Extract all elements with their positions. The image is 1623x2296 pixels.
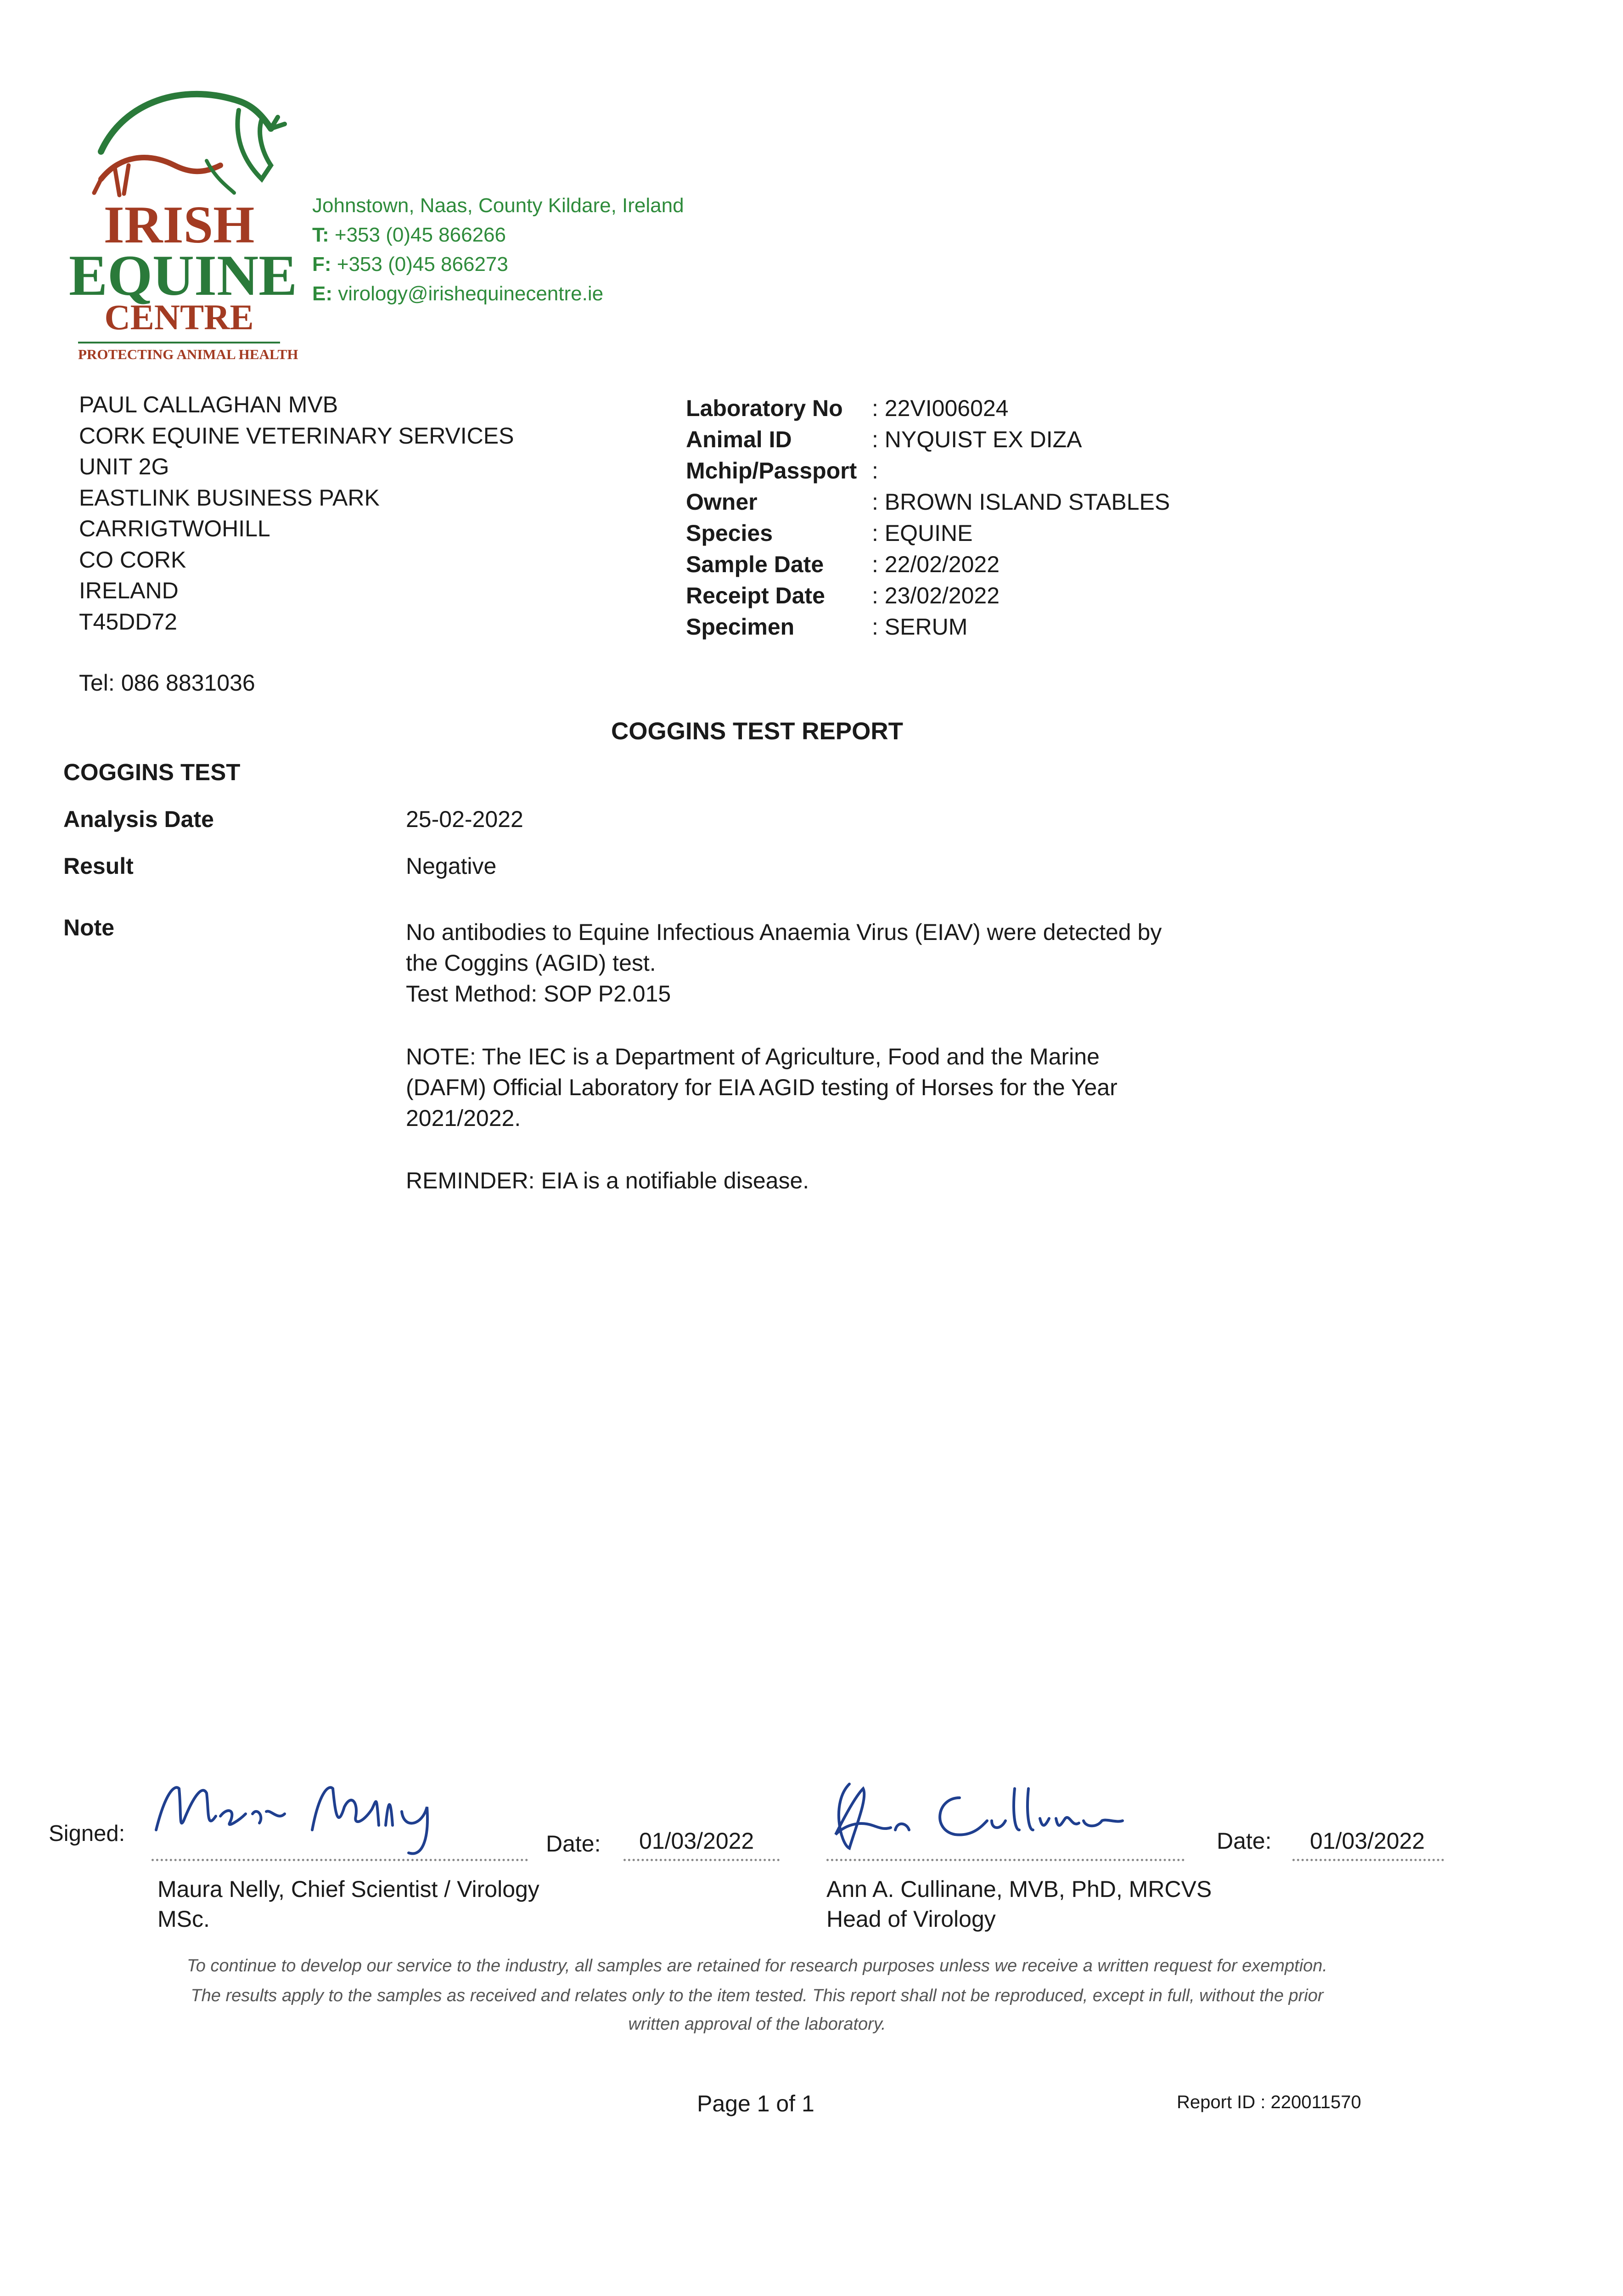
detail-label: Specimen [686, 614, 795, 640]
address-line: EASTLINK BUSINESS PARK [79, 484, 380, 511]
address-line: CO CORK [79, 546, 186, 573]
signer-1-qualification: MSc. [157, 1906, 210, 1932]
note-line: 2021/2022. [406, 1105, 521, 1131]
logo-word-irish: IRISH [103, 196, 255, 254]
detail-label: Laboratory No [686, 395, 843, 421]
date-label: Date: [546, 1831, 601, 1857]
signature-ann-cullinane [822, 1770, 1134, 1857]
signed-label: Signed: [49, 1821, 125, 1846]
detail-value: : NYQUIST EX DIZA [872, 427, 1082, 452]
detail-row-species [686, 518, 1170, 549]
page-number: Page 1 of 1 [697, 2091, 814, 2116]
detail-row-mchip-passport [686, 455, 1170, 486]
detail-value: : EQUINE [872, 520, 973, 546]
recipient-tel: Tel: 086 8831036 [79, 670, 255, 696]
signature-line [152, 1859, 528, 1861]
lab-fax: F: +353 (0)45 866273 [312, 253, 508, 276]
lab-address: Johnstown, Naas, County Kildare, Ireland [312, 194, 684, 217]
disclaimer-line: To continue to develop our service to the industry, all samples are retained for research purposes unless we receive a written request for exemption. [187, 1956, 1327, 1975]
logo-word-equine: EQUINE [69, 244, 298, 308]
detail-row-sample-date [686, 549, 1170, 580]
recipient-address [79, 389, 514, 637]
disclaimer-line: written approval of the laboratory. [628, 2015, 886, 2034]
detail-row-specimen [686, 611, 1170, 642]
signature-maura-nelly [147, 1766, 468, 1857]
address-line: PAUL CALLAGHAN MVB [79, 392, 338, 417]
detail-label: Animal ID [686, 427, 792, 452]
note-line: NOTE: The IEC is a Department of Agriculture, Food and the Marine [406, 1044, 1100, 1069]
address-line: CORK EQUINE VETERINARY SERVICES [79, 422, 514, 449]
address-line: UNIT 2G [79, 454, 169, 479]
detail-label: Receipt Date [686, 583, 825, 608]
note-line: REMINDER: EIA is a notifiable disease. [406, 1168, 809, 1193]
signer-2-title: Head of Virology [826, 1906, 996, 1932]
note-label: Note [63, 915, 115, 940]
result-value: Negative [406, 853, 497, 879]
detail-label: Owner [686, 489, 758, 515]
detail-value: : [872, 458, 878, 484]
irish-equine-centre-logo [69, 73, 298, 367]
signature-date-1: 01/03/2022 [639, 1828, 754, 1854]
detail-value: : 22/02/2022 [872, 551, 1000, 577]
address-line: CARRIGTWOHILL [79, 516, 270, 541]
detail-value: : BROWN ISLAND STABLES [872, 489, 1170, 515]
test-section-title: COGGINS TEST [63, 759, 241, 785]
detail-value: : 23/02/2022 [872, 583, 1000, 608]
detail-label: Species [686, 520, 773, 546]
analysis-date-label: Analysis Date [63, 806, 214, 832]
date-line [1292, 1859, 1444, 1861]
lab-phone: T: +353 (0)45 866266 [312, 224, 506, 246]
detail-row-receipt-date [686, 580, 1170, 611]
detail-row-animal-id [686, 424, 1170, 455]
note-line: (DAFM) Official Laboratory for EIA AGID testing of Horses for the Year [406, 1075, 1118, 1100]
detail-row-owner [686, 486, 1170, 518]
detail-row-laboratory-no [686, 393, 1170, 424]
detail-value: : SERUM [872, 614, 968, 640]
note-line: Test Method: SOP P2.015 [406, 981, 671, 1007]
sample-details [686, 393, 1170, 642]
detail-label: Mchip/Passport [686, 458, 857, 484]
result-label: Result [63, 853, 134, 879]
lab-email: E: virology@irishequinecentre.ie [312, 282, 604, 305]
address-line: IRELAND [79, 578, 179, 603]
horse-head-icon [69, 73, 289, 197]
logo-word-centre: CENTRE [104, 297, 254, 337]
detail-value: : 22VI006024 [872, 395, 1009, 421]
date-label: Date: [1217, 1828, 1272, 1854]
address-line: T45DD72 [79, 608, 177, 635]
analysis-date-value: 25-02-2022 [406, 806, 523, 832]
logo-tagline: PROTECTING ANIMAL HEALTH [78, 342, 280, 363]
report-id: Report ID : 220011570 [1177, 2092, 1361, 2112]
date-line [623, 1859, 780, 1861]
signature-line [826, 1859, 1185, 1861]
signer-2-name: Ann A. Cullinane, MVB, PhD, MRCVS [826, 1876, 1212, 1902]
note-line: No antibodies to Equine Infectious Anaemia Virus (EIAV) were detected by [406, 919, 1162, 945]
report-title: COGGINS TEST REPORT [611, 718, 904, 745]
note-line: the Coggins (AGID) test. [406, 950, 656, 976]
signature-date-2: 01/03/2022 [1310, 1828, 1425, 1854]
disclaimer-line: The results apply to the samples as received and relates only to the item tested. This report shall not be reproduced, except in full, without the prior [191, 1986, 1324, 2005]
signer-1-name: Maura Nelly, Chief Scientist / Virology [157, 1876, 539, 1902]
detail-label: Sample Date [686, 551, 824, 577]
